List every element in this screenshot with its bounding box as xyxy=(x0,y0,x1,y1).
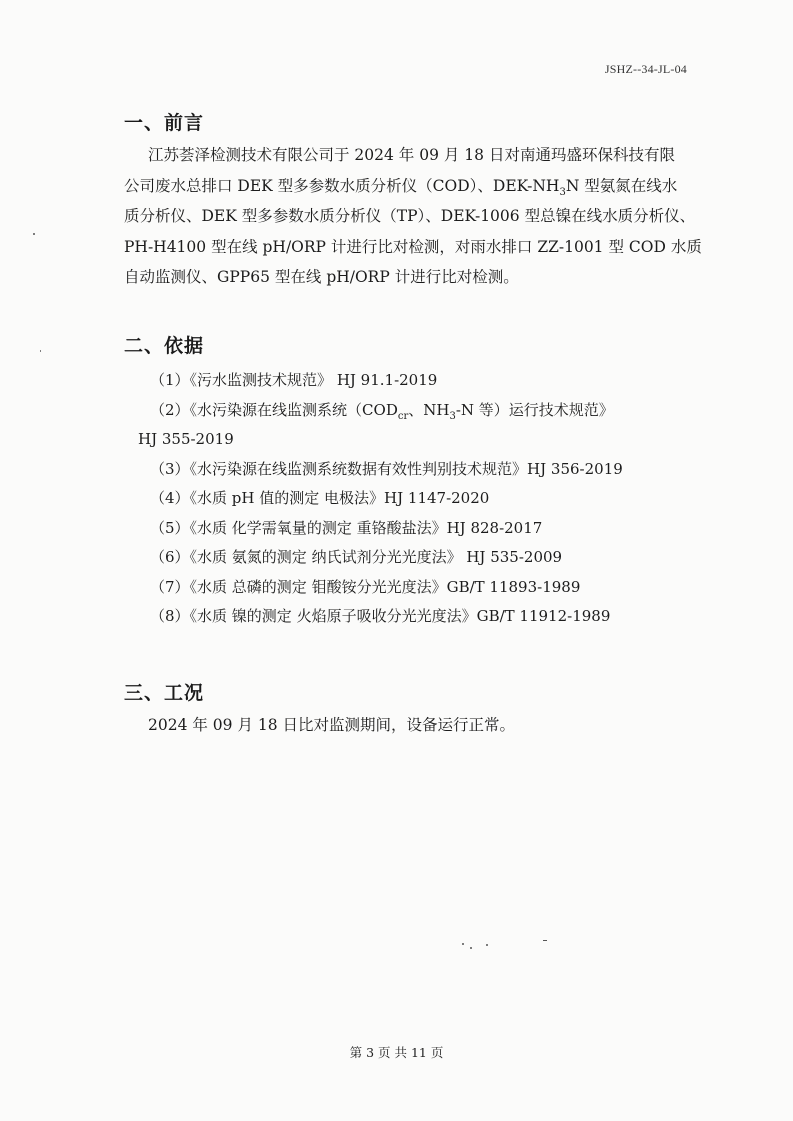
reference-item: （4）《水质 pH 值的测定 电极法》HJ 1147-2020 xyxy=(150,489,490,507)
section-heading-basis: 二、依据 xyxy=(124,335,205,357)
reference-list xyxy=(138,366,710,632)
reference-item: （3）《水污染源在线监测系统数据有效性判别技术规范》HJ 356-2019 xyxy=(150,459,623,478)
document-code: JSHZ--34-JL-04 xyxy=(604,62,687,76)
section-heading-preface: 一、前言 xyxy=(124,112,205,134)
reference-item: （8）《水质 镍的测定 火焰原子吸收分光光度法》GB/T 11912-1989 xyxy=(150,607,611,625)
preface-line: 公司废水总排口 DEK 型多参数水质分析仪（COD）、DEK-$NH_3N$ 型氨氮在线水 xyxy=(124,176,678,198)
reference-item: （7）《水质 总磷的测定 钼酸铵分光光度法》GB/T 11893-1989 xyxy=(150,577,581,596)
reference-item: （1）《污水监测技术规范》 HJ 91.1-2019 xyxy=(150,371,438,389)
scan-speck xyxy=(462,943,464,945)
reference-item: （6）《水质 氨氮的测定 纳氏试剂分光光度法》 HJ 535-2009 xyxy=(150,548,563,566)
preface-line: PH-H4100 型在线 pH/ORP 计进行比对检测，对雨水排口 ZZ-1001 型 COD 水质 xyxy=(124,237,702,256)
preface-paragraph xyxy=(124,140,702,293)
scan-speck xyxy=(543,940,547,941)
page-number-footer: 第 3 页 共 11 页 xyxy=(349,1045,444,1060)
conditions-text: 2024 年 09 月 18 日比对监测期间，设备运行正常。 xyxy=(148,716,516,734)
scan-speck xyxy=(470,947,472,949)
reference-item: （5）《水质 化学需氧量的测定 重铬酸盐法》HJ 828-2017 xyxy=(150,518,543,537)
preface-line: 质分析仪、DEK 型多参数水质分析仪（TP）、DEK-1006 型总镍在线水质分析仪、 xyxy=(124,207,696,225)
section-heading-conditions: 三、工况 xyxy=(124,682,205,704)
scan-speck xyxy=(33,233,35,235)
scan-speck xyxy=(40,350,41,352)
reference-item: （2）《水污染源在线监测系统（$COD_{cr}$、$NH_3-N$ 等）运行技术规范》 xyxy=(150,400,614,422)
reference-item-continuation: HJ 355-2019 xyxy=(138,430,234,448)
conditions-paragraph xyxy=(124,710,684,741)
preface-line: 江苏荟泽检测技术有限公司于 2024 年 09 月 18 日对南通玛盛环保科技有限 xyxy=(148,146,675,164)
scan-speck xyxy=(486,944,488,946)
preface-line: 自动监测仪、GPP65 型在线 pH/ORP 计进行比对检测。 xyxy=(124,268,519,286)
